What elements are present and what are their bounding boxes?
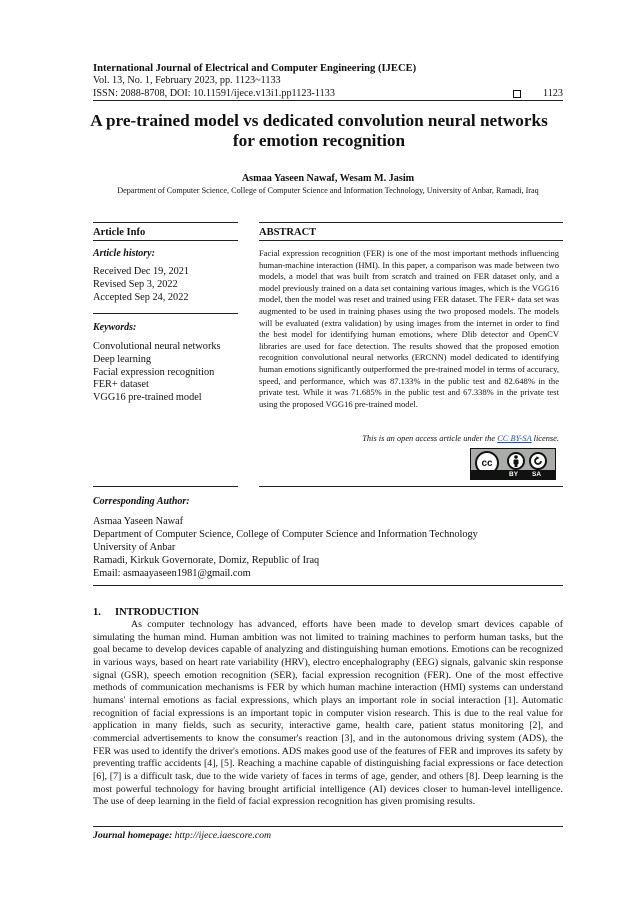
abstract-text: Facial expression recognition (FER) is one of the most important methods influencing human-machine interaction (HMI). In this paper, a comparison was made between two models, a model that was built from scratch and trained on FER dataset only, and a model previously trained on a data set containing various images, which is the VGG16 model, then the model was reset and trained using FER dataset. The FER+ data set was augmented to be used in training phases using the two proposed models. The models will be evaluated (extra validation) by using images from the internet in order to find the best model for identifying human emotions, where Dlib detector and OpenCV libraries are used for face detection. The results showed that the proposed emotion recognition convolutional neural networks (ERCNN) model dedicated to identifying human emotions significantly outperformed the pre-trained model in terms of accuracy, speed, and performance, which was 87.133% in the public test and 82.648% in the private test. While it was 71.685% in the public test and 67.338% in the private test using the proposed VGG16 pre-trained model. <box>259 248 559 409</box>
keywords-label: Keywords: <box>93 322 137 333</box>
attribution-person-icon <box>507 452 525 470</box>
journal-homepage: Journal homepage: http://ijece.iaescore.com <box>93 830 272 841</box>
keywords-rule <box>93 486 238 487</box>
journal-name: International Journal of Electrical and Computer Engineering (IJECE) <box>93 63 417 74</box>
corresponding-rule <box>93 585 563 586</box>
square-bullet-icon <box>513 90 521 98</box>
affiliation: Department of Computer Science, College of Computer Science and Information Technology, University of Anbar, Ramadi, Iraq <box>117 186 539 195</box>
corresponding-author-block <box>93 516 563 581</box>
corresponding-name: Asmaa Yaseen Nawaf <box>93 516 184 527</box>
history-revised: Revised Sep 3, 2022 <box>93 278 178 290</box>
keyword-item: FER+ dataset <box>93 379 149 391</box>
cc-by-sa-link[interactable]: CC BY-SA <box>497 434 532 443</box>
footer-rule <box>93 826 563 827</box>
history-rule <box>93 313 238 314</box>
history-label: Article history: <box>93 248 155 259</box>
corresponding-department: Department of Computer Science, College of Computer Science and Information Technology <box>93 528 478 540</box>
article-info-heading: Article Info <box>93 227 146 238</box>
cc-by-sa-badge[interactable] <box>470 448 556 480</box>
history-received: Received Dec 19, 2021 <box>93 266 190 277</box>
article-info-top-rule <box>93 222 238 223</box>
share-alike-arrow-icon <box>532 455 544 467</box>
article-info-head-rule <box>93 240 238 241</box>
corresponding-email: Email: asmaayaseen1981@gmail.com <box>93 567 251 579</box>
history-accepted: Accepted Sep 24, 2022 <box>93 291 189 303</box>
paper-title: A pre-trained model vs dedicated convolution neural networks for emotion recognition <box>90 111 548 150</box>
volume-info: Vol. 13, No. 1, February 2023, pp. 1123~1133 <box>93 75 281 86</box>
running-header <box>93 62 563 100</box>
issn-doi: ISSN: 2088-8708, DOI: 10.11591/ijece.v13i1.pp1123-1133 <box>93 87 335 99</box>
abstract-head-rule <box>259 240 563 241</box>
abstract-top-rule <box>259 222 563 223</box>
authors: Asmaa Yaseen Nawaf, Wesam M. Jasim <box>241 173 415 184</box>
abstract-heading: ABSTRACT <box>259 227 317 238</box>
abstract-bottom-rule <box>259 486 563 487</box>
keyword-item: VGG16 pre-trained model <box>93 392 202 404</box>
section-number: 1. <box>93 607 101 618</box>
history-list <box>93 266 189 304</box>
page-number: 1123 <box>543 87 563 99</box>
section-title: INTRODUCTION <box>115 607 200 618</box>
keyword-item: Facial expression recognition <box>93 366 215 378</box>
person-icon <box>511 455 521 467</box>
corresponding-label: Corresponding Author: <box>93 496 190 507</box>
badge-bar: BY SA <box>471 470 555 479</box>
keywords-list <box>93 341 221 405</box>
header-rule <box>93 100 563 101</box>
cc-logo-icon: cc <box>475 451 499 475</box>
share-alike-icon <box>529 452 547 470</box>
keyword-item: Deep learning <box>93 353 152 365</box>
keyword-item: Convolutional neural networks <box>93 341 221 352</box>
homepage-label: Journal homepage <box>93 830 169 841</box>
issn-row <box>93 88 563 101</box>
introduction-paragraph: As computer technology has advanced, efforts have been made to develop smart devices capable of simulating the human mind. Human ambition was not limited to training machines to perform human tasks, but the goal became to develop devices capable of analyzing and distinguishing human emotions. Emotions can be recognized in various ways, based on heart rate variability (HRV), electro encephalography (EEG) signals, galvanic skin response signal (GSR), speech emotion recognition (SER), facial expression recognition (FER). One of the most effective methods of communication mechanisms is FER by which human machine interaction (HMI) systems can understand humans' internal emotions as facial expressions, which plays an important role in social interaction [1]. Automatic recognition of facial expressions is an important topic in computer vision research. This is due to the real value for application in many fields, such as security, interactive game, health care, patient status monitoring [2], and commercial advertisements to know the consumer's reaction [3], and in the autonomous driving system (ADS), the FER was used to identify the driver's emotions. ADS makes good use of the features of FER and improves its safety by preventing traffic accidents [4], [5]. Reaching a machine capable of distinguishing facial expressions or face detection [6], [7] is a difficult task, due to the wide variety of faces in terms of age, gender, and others [8]. Deep learning is the most powerful technology for having brought artificial intelligence (AI) devices closer to human-level intelligence. The use of deep learning in the field of facial expression recognition has given promising results. <box>93 619 563 808</box>
homepage-link[interactable]: http://ijece.iaescore.com <box>174 830 272 841</box>
corresponding-university: University of Anbar <box>93 541 176 553</box>
license-line: This is an open access article under the CC BY-SA license. <box>362 434 559 443</box>
corresponding-address: Ramadi, Kirkuk Governorate, Domiz, Republic of Iraq <box>93 554 320 566</box>
introduction-heading <box>93 606 199 619</box>
